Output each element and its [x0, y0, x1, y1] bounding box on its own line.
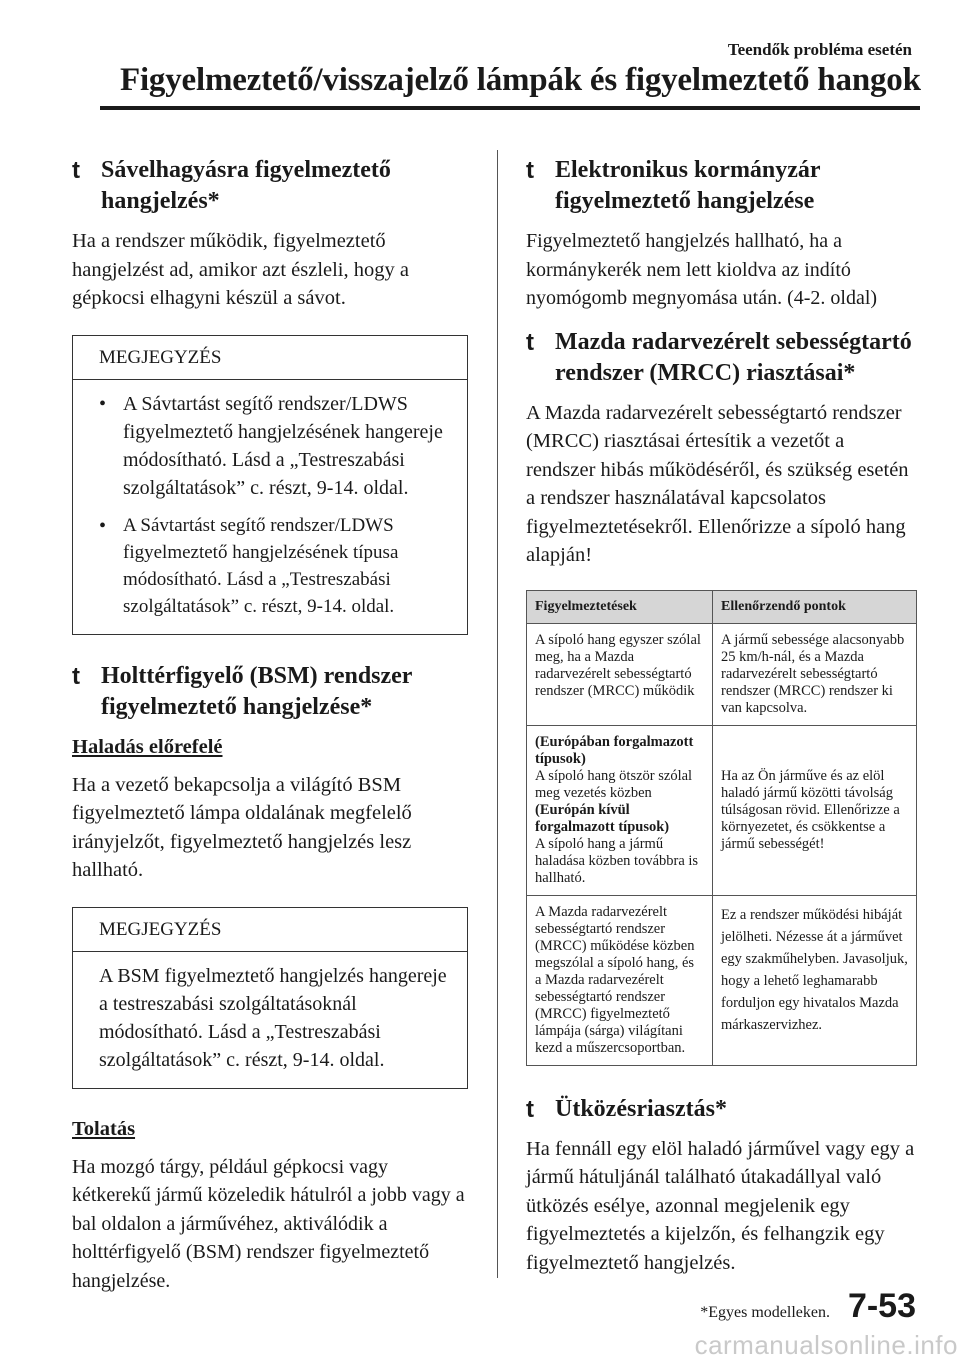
column-divider [497, 150, 498, 1278]
section-bullet: t [526, 157, 534, 184]
column-header: Ellenőrzendő pontok [713, 590, 917, 623]
subheading-forward: Haladás előrefelé [72, 735, 223, 758]
header-rule [100, 106, 920, 110]
table-row [527, 725, 917, 895]
bullet-dot: • [99, 514, 107, 537]
section-title: Mazda radarvezérelt sebességtartó rendszer (MRCC) riasztásai* [555, 328, 912, 386]
table-cell: Ez a rendszer működési hibáját jelölheti. Nézesse át a járművet egy szakműhelyben. Javasoljuk, hogy a lehető leghamarabb forduljon egy hivatalos Mazda márkaszervizhez. [713, 895, 917, 1065]
mrcc-warning-table [526, 590, 917, 1066]
mrcc-paragraph: A Mazda radarvezérelt sebességtartó rendszer (MRCC) riasztásai értesítik a vezetőt a rendszer hibás működéséről, és szükség esetén a rendszer használatával kapcsolatos figyelmeztetésekről. Ellenőrizze a sípoló hang alapján! [526, 401, 909, 566]
cell-text: A sípoló hang a jármű haladása közben továbbra is hallható. [535, 835, 699, 886]
section-bullet: t [72, 662, 80, 690]
page-title: Figyelmeztető/visszajelző lámpák és figyelmeztető hangok [120, 62, 921, 98]
table-cell: A Mazda radarvezérelt sebességtartó rendszer (MRCC) működése közben megszólal a sípoló hang, és a Mazda radarvezérelt sebességtartó rendszer (MRCC) figyelmeztető lámpája (sárga) világítani kezd a műszercsoportban. [527, 895, 713, 1065]
bsm-forward-paragraph: Ha a vezető bekapcsolja a világító BSM figyelmeztető lámpa oldalának megfelelő irányjelzőt, figyelmeztető hangjelzés lesz hallható. [72, 773, 412, 881]
section-heading-bsm [72, 661, 468, 723]
section-bullet: t [526, 1095, 534, 1123]
section-heading-ldws [72, 155, 468, 217]
note-item-text: A Sávtartást segítő rendszer/LDWS figyelmeztető hangjelzésének hangereje módosítható. Lásd a „Testreszabási szolgáltatások” c. részt, 9-14. oldal. [123, 392, 443, 499]
note-box-ldws [72, 335, 468, 635]
right-column [526, 155, 916, 1291]
subheading-reverse: Tolatás [72, 1117, 136, 1140]
column-header: Figyelmeztetések [527, 590, 713, 623]
table-cell: A sípoló hang egyszer szólal meg, ha a Mazda radarvezérelt sebességtartó rendszer (MRCC) működik [527, 623, 713, 725]
bullet-dot: • [99, 392, 107, 415]
cell-text: A sípoló hang ötször szólal meg vezetés közben [535, 767, 693, 801]
note-box-bsm [72, 907, 468, 1089]
page-number: 7-53 [847, 1287, 916, 1325]
table-cell [527, 725, 713, 895]
table-row [527, 623, 917, 725]
note-item [99, 390, 449, 502]
section-heading-collision [526, 1094, 916, 1125]
section-heading-mrcc [526, 327, 916, 389]
note-text: A BSM figyelmeztető hangjelzés hangereje a testreszabási szolgáltatásoknál módosítható. Lásd a „Testreszabási szolgáltatások” c. részt, 9-14. oldal. [99, 964, 447, 1071]
collision-paragraph: Ha fennáll egy elöl haladó járművel vagy egy a jármű hátuljánál található útakadállyal való ütközés esélye, azonnal megjelenik egy figyelmeztetés a kijelzőn, és felhangzik egy figyelmeztető hangjelzés. [526, 1137, 915, 1274]
chapter-label: Teendők probléma esetén [727, 40, 912, 59]
note-title: MEGJEGYZÉS [73, 908, 467, 952]
bsm-reverse-paragraph: Ha mozgó tárgy, például gépkocsi vagy kétkerekű jármű közeledik hátulról a jobb vagy a bal oldalon a járművéhez, aktiválódik a holttérfigyelő (BSM) rendszer figyelmeztető hangjelzése. [72, 1155, 465, 1292]
note-item [99, 512, 449, 620]
table-header-row [527, 590, 917, 623]
watermark: carmanualsonline.info [694, 1330, 958, 1360]
section-title: Ütközésriasztás* [555, 1095, 727, 1122]
left-column [72, 155, 468, 1309]
section-heading-steering-lock [526, 155, 916, 217]
ldws-paragraph: Ha a rendszer működik, figyelmeztető hangjelzést ad, amikor azt észleli, hogy a gépkocsi elhagyni készül a sávot. [72, 230, 409, 309]
table-cell: A jármű sebessége alacsonyabb 25 km/h-nál, és a Mazda radarvezérelt sebességtartó rendszer (MRCC) rendszer ki van kapcsolva. [713, 623, 917, 725]
note-item-text: A Sávtartást segítő rendszer/LDWS figyelmeztető hangjelzésének típusa módosítható. Lásd a „Testreszabási szolgáltatások” c. részt, 9-14. oldal. [123, 514, 399, 617]
note-title: MEGJEGYZÉS [73, 336, 467, 380]
section-bullet: t [72, 157, 80, 184]
section-title: Elektronikus kormányzár figyelmeztető hangjelzése [555, 157, 821, 214]
section-bullet: t [526, 328, 534, 356]
market-label-non-eu: (Európán kívül forgalmazott típusok) [535, 801, 670, 835]
section-title: Holttérfigyelő (BSM) rendszer figyelmeztető hangjelzése* [101, 662, 413, 720]
market-label-eu: (Európában forgalmazott típusok) [535, 733, 694, 767]
table-row [527, 895, 917, 1065]
steering-lock-paragraph: Figyelmeztető hangjelzés hallható, ha a kormánykerék nem lett kioldva az indító nyomógomb megnyomása után. (4-2. oldal) [526, 230, 878, 309]
section-title: Sávelhagyásra figyelmeztető hangjelzés* [101, 157, 391, 214]
footnote: *Egyes modelleken. [700, 1304, 830, 1321]
table-cell: Ha az Ön járműve és az elöl haladó jármű közötti távolság túlságosan rövid. Ellenőrizze a környezetet, és csökkentse a jármű sebességét! [713, 725, 917, 895]
